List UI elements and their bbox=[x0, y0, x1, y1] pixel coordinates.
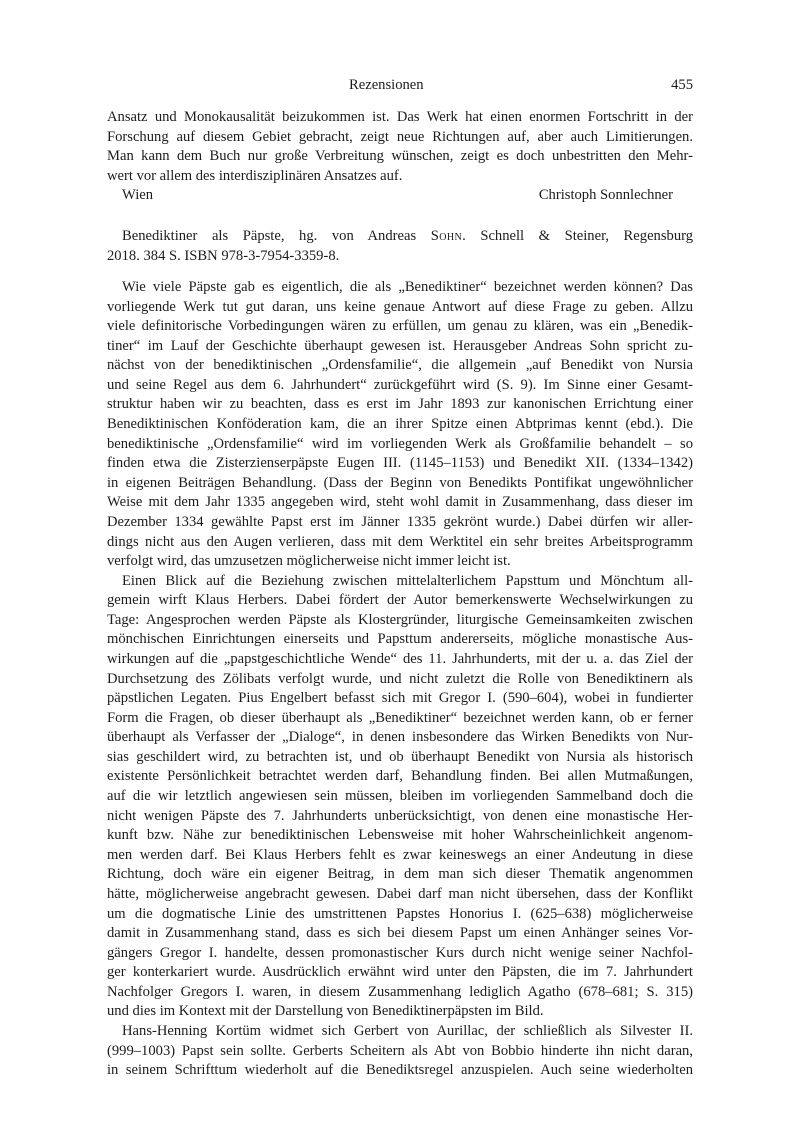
text-line: Weise mit dem Jahr 1335 angegeben wird, steht wohl damit in Zusammenhang, dass dieser im bbox=[107, 494, 693, 511]
text-line: verfolgt wird, das umzusetzen möglicherweise nicht immer leicht ist. bbox=[107, 553, 511, 570]
text-line: überhaupt als Verfasser der „Dialoge“, in denen insbesondere das Wirken Benedikts von Nur- bbox=[107, 729, 693, 746]
text-line: wert vor allem des interdisziplinären Ansatzes auf. bbox=[107, 167, 403, 184]
text-line: gängers Gregor I. handelte, dessen promonastischer Kurs durch nicht wenige seiner Nachfol- bbox=[107, 944, 693, 961]
text-line: nicht wenigen Päpste des 7. Jahrhunderts unberücksichtigt, von denen eine monastische Her- bbox=[107, 807, 693, 824]
paragraph bbox=[107, 108, 693, 186]
text-line: Durchsetzung des Zölibats verfolgt wurde, und nicht zuletzt die Rolle von Benediktinern als bbox=[107, 670, 693, 687]
text-line: damit in Zusammenhang stand, dass es sich bei diesem Papst um einen Anhänger seines Vor- bbox=[107, 925, 693, 942]
text-line: Dezember 1334 gewählte Papst erst im Jänner 1335 gekrönt wurde.) Dabei dürfen wir aller- bbox=[107, 513, 693, 530]
text-line: Forschung auf diesem Gebiet gebracht, zeigt neue Richtungen auf, aber auch Limitierungen. bbox=[107, 128, 693, 145]
text-line: auf die wir letztlich angewiesen sein müssen, bleiben im vorliegenden Sammelband doch die bbox=[107, 788, 693, 805]
text-line: Einen Blick auf die Beziehung zwischen mittelalterlichem Papsttum und Mönchtum all- bbox=[122, 572, 693, 589]
text-line: in eigenen Beiträgen Behandlung. (Dass der Beginn von Benedikts Pontifikat ungewöhnlicher bbox=[107, 474, 693, 491]
text-line: Richtung, doch wäre ein eigener Beitrag, in dem man sich dieser Thematik angenommen bbox=[107, 866, 693, 883]
text-line: Tage: Angesprochen werden Päpste als Klostergründer, liturgische Gemeinsamkeiten zwischen bbox=[107, 611, 693, 628]
text-line: kunft bzw. Nähe zur benediktinischen Lebensweise mit hoher Wahrscheinlichkeit angenom- bbox=[107, 827, 693, 844]
bibliography-details-line: 2018. 384 S. ISBN 978-3-7954-3359-8. bbox=[107, 247, 340, 264]
bibliography-title: Benediktiner als Päpste, hg. von Andreas bbox=[122, 228, 431, 244]
text-line: viele definitorische Vorbedingungen wären zu erfüllen, um genau zu klären, was ein „Benedik- bbox=[107, 318, 693, 335]
text-line: und seine Regel aus dem 6. Jahrhundert“ zurückgeführt wird (S. 9). Im Sinne einer Gesamt- bbox=[107, 376, 693, 393]
review-body bbox=[107, 278, 693, 1081]
text-line: Hans-Henning Kortüm widmet sich Gerbert von Aurillac, der schließlich als Silvester II. bbox=[122, 1022, 693, 1039]
text-line: tiner“ im Lauf der Geschichte überhaupt gewesen ist. Herausgeber Andreas Sohn spricht zu- bbox=[107, 337, 693, 354]
text-line: Nachfolger Gregors I. waren, in diesem Zusammenhang lediglich Agatho (678–681; S. 315) bbox=[107, 983, 693, 1000]
previous-review-ending bbox=[107, 108, 693, 206]
bibliographic-entry bbox=[107, 227, 693, 266]
text-line: finden etwa die Zisterzienserpäpste Eugen III. (1145–1153) und Benedikt XII. (1334–1342) bbox=[107, 455, 693, 472]
signature-author: Christoph Sonnlechner bbox=[538, 187, 673, 204]
text-line: wirkungen auf die „papstgeschichtliche Wende“ des 11. Jahrhunderts, mit der u. a. das Ziel der bbox=[107, 650, 693, 667]
paragraph bbox=[107, 1022, 693, 1081]
paragraph bbox=[107, 278, 693, 572]
text-line: in seinem Schrifttum wiederholt auf die Benediktsregel anzuspielen. Auch seine wiederholten bbox=[107, 1062, 693, 1079]
text-line: dings nicht aus den Augen verlieren, dass mit dem Werktitel ein sehr breites Arbeitsprogramm bbox=[107, 533, 693, 550]
text-line: (999–1003) Papst sein sollte. Gerberts Scheitern als Abt von Bobbio hinderte ihn nicht daran, bbox=[107, 1042, 693, 1059]
text-line: um die dogmatische Linie des umstrittenen Papstes Honorius I. (625–638) möglicherweise bbox=[107, 905, 693, 922]
text-line: ger konterkariert wurde. Ausdrücklich erwähnt wird unter den Päpsten, die im 7. Jahrhundert bbox=[107, 964, 693, 981]
text-line: benediktinische „Ordensfamilie“ wird im vorliegenden Werk als Großfamilie behandelt – so bbox=[107, 435, 693, 452]
text-line: mönchischen Einrichtungen einerseits und Papsttum andererseits, mögliche monastische Aus- bbox=[107, 631, 693, 648]
text-line: vorliegende Werk tut gut daran, uns keine genaue Antwort auf diese Frage zu geben. Allzu bbox=[107, 298, 693, 315]
text-line: hätte, möglicherweise angebracht gewesen. Dabei darf man nicht übersehen, dass der Konflikt bbox=[107, 885, 693, 902]
page-number: 455 bbox=[671, 77, 693, 93]
text-line: Man kann dem Buch nur große Verbreitung wünschen, zeigt es doch unbestritten den Mehr- bbox=[107, 148, 693, 165]
signature-place: Wien bbox=[122, 187, 154, 204]
bibliography-publisher: . Schnell & Steiner, Regensburg bbox=[462, 228, 694, 244]
text-line: gemein wirft Klaus Herbers. Dabei fördert der Autor bemerkenswerte Wechselwirkungen zu bbox=[107, 592, 693, 609]
running-header bbox=[107, 75, 693, 95]
text-line: Wie viele Päpste gab es eigentlich, die als „Benediktiner“ bezeichnet werden können? Das bbox=[122, 279, 693, 295]
text-line: Ansatz und Monokausalität beizukommen ist. Das Werk hat einen enormen Fortschritt in der bbox=[107, 109, 693, 125]
text-line: päpstlichen Legaten. Pius Engelbert befasst sich mit Gregor I. (590–604), wobei in fundierter bbox=[107, 690, 693, 707]
bibliography-title-line bbox=[107, 227, 693, 247]
review-signature bbox=[107, 186, 693, 206]
text-line: sias geschildert wird, zu betrachten ist, und ob überhaupt Benedikt von Nursia als historisch bbox=[107, 748, 693, 765]
text-line: struktur haben wir zu beachten, dass es erst im Jahr 1893 zur kanonischen Errichtung einer bbox=[107, 396, 693, 413]
text-line: nächst von der benediktinischen „Ordensfamilie“, die allgemein „auf Benedikt von Nursia bbox=[107, 357, 693, 374]
section-title: Rezensionen bbox=[349, 77, 424, 93]
text-line: und dies im Kontext mit der Darstellung von Benediktinerpäpsten im Bild. bbox=[107, 1003, 544, 1020]
text-line: Benediktinischen Konföderation kam, die an ihrer Spitze einen Abtprimas kennt (ebd.). Die bbox=[107, 416, 693, 433]
editor-surname: Sohn bbox=[430, 228, 463, 244]
text-line: men werden darf. Bei Klaus Herbers fehlt es zwar keineswegs an einer Andeutung in diese bbox=[107, 846, 693, 863]
paragraph bbox=[107, 572, 693, 1022]
text-line: Form die Fragen, ob dieser überhaupt als „Benediktiner“ bezeichnet werden kann, ob er ferner bbox=[107, 709, 693, 726]
text-line: existente Persönlichkeit betrachtet werden darf, Behandlung finden. Bei allen Mutmaßungen, bbox=[107, 768, 693, 785]
